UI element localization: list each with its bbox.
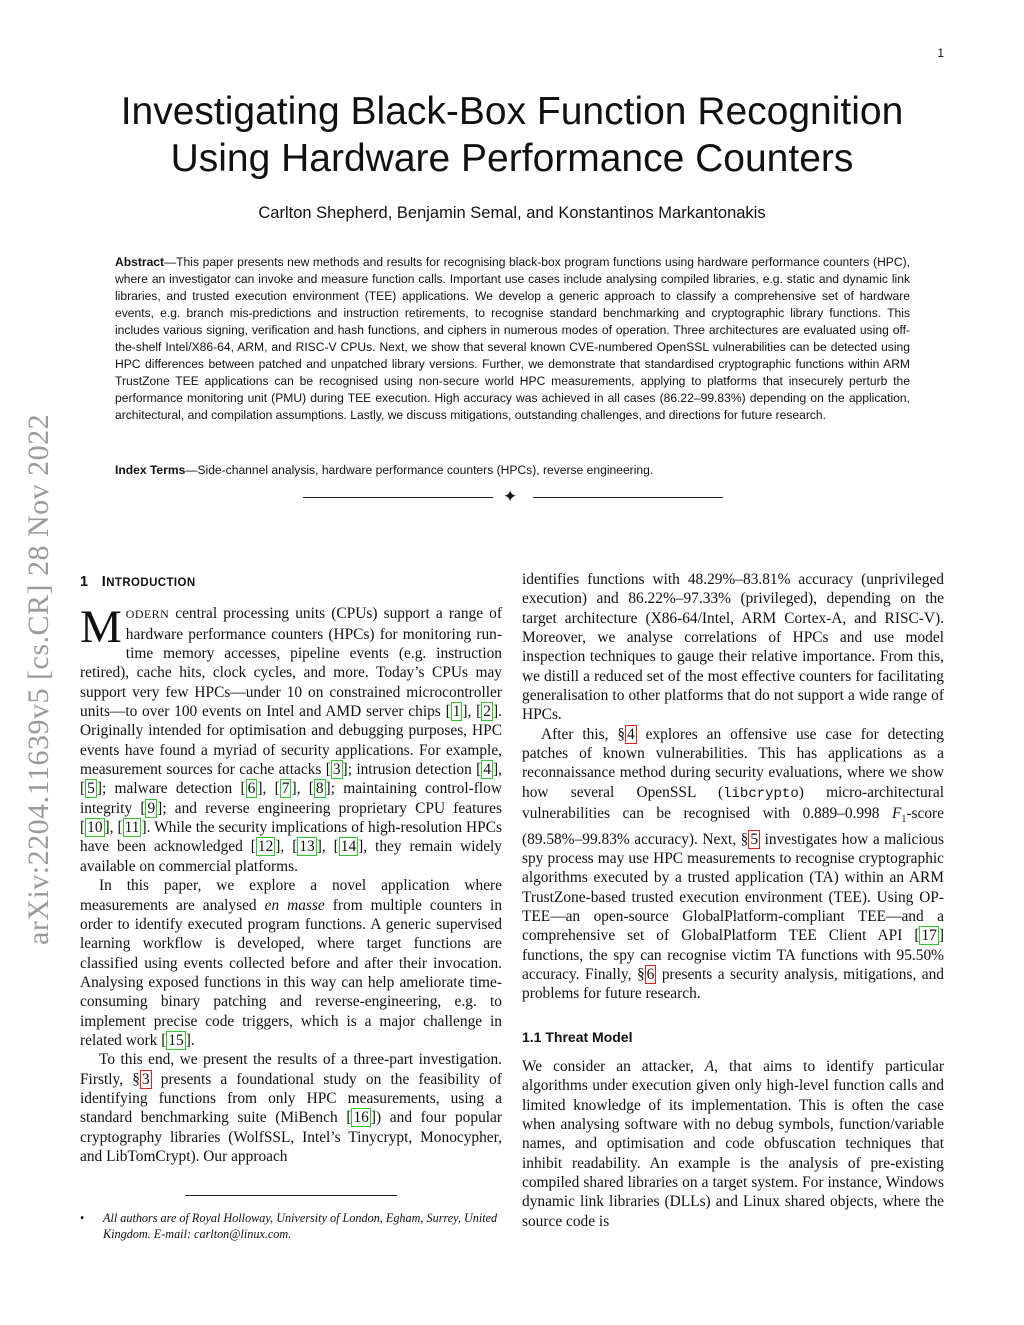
intro-text: ; malware detection	[101, 780, 241, 798]
divider-line-right	[533, 497, 723, 498]
left-column	[80, 570, 502, 1166]
intro-text: -score (89.58%–99.83% accuracy). Next, §	[522, 805, 944, 848]
citation-link[interactable]: 10	[87, 819, 103, 837]
citation-separator: ,	[498, 761, 503, 779]
citation-link[interactable]: 9	[147, 799, 156, 817]
citation-link[interactable]: 2	[483, 703, 491, 721]
citation-link[interactable]: 16	[353, 1109, 369, 1127]
drop-cap-smallcaps: ODERN	[125, 607, 170, 622]
intro-paragraph-5: After this, § 4 explores an offensive use case for detecting patches of known vulnerabilities. This has applications as a reconnaissance method during security evaluations, where we show how several OpenSSL (libcrypto) micro-architectural vulnerabilities can be recognised with 0.889–0.998 $F_1$-score (89.58%–99.83% accuracy). Next, § 5 investigates how a malicious spy process may use HPC measurements to recognise cryptographic algorithms executed by a trusted application (TA) within an ARM TrustZone-based trusted execution environment (TEE). Using OP-TEE—an open-source GlobalPlatform-compliant TEE—and a comprehensive set of GlobalPlatform TEE Client API [ 17 ] functions, the spy can recognise victim TA functions with 95.50% accuracy. Finally, § 6 presents a security analysis, mitigations, and problems for future research.	[522, 725, 945, 1003]
citation-link[interactable]: 17	[921, 927, 937, 945]
intro-paragraph-1: MODERN central processing units (CPUs) support a range of hardware performance counters (HPCs) for monitoring run-time memory accesses, pipeline events (e.g. instruction retired), cache hits, clock cycles, and more. Today’s CPUs may support very few HPCs—under 10 on constrained microcontroller units—to over 100 events on Intel and AMD server chips [ 1 ], [ 2 ]. Originally intended for optimisation and debugging purposes, HPC events have found a myriad of security applications. For example, measurement sources for cache attacks [ 3 ]; intrusion detection [ 4 ], [ 5 ]; malware detection [ 6 ], [ 7 ], [ 8 ]; maintaining control-flow integrity [ 9 ]; and reverse engineering proprietary CPU features [ 10 ], [ 11 ]. While the security implications of high-resolution HPCs have been acknowledged [ 12 ], [ 13 ], [ 14 ], they remain widely available on commercial platforms.	[80, 601, 503, 875]
section-divider	[303, 487, 723, 506]
intro-text: After this, §	[541, 725, 626, 743]
paper-title	[90, 88, 934, 182]
title-line-2: Using Hardware Performance Counters	[170, 137, 854, 180]
intro-text: ; maintaining control-flow integrity	[80, 780, 502, 817]
intro-paragraph-3: To this end, we present the results of a three-part investigation. Firstly, § 3 presents a foundational study on the feasibility of identifying functions from only HPC measurements, using a standard benchmarking suite (MiBench [ 16 ]) and four popular cryptography libraries (WolfSSL, Intel’s Tinycrypt, Monocypher, and LibTomCrypt). Our approach	[80, 1051, 503, 1165]
section-heading-introduction	[80, 573, 502, 593]
section-link[interactable]: 5	[750, 830, 759, 848]
index-terms-text: —Side-channel analysis, hardware performance counters (HPCs), reverse engineering.	[185, 463, 654, 477]
section-link[interactable]: 3	[141, 1070, 150, 1088]
threat-model-text: , that aims to identify particular algorithms under execution given only high-level function calls and limited knowledge of its implementation. This is often the case when analysing software with no debug symbols, function/variable names, and optimisation and code obfuscation techniques that inhibit readability. An example is the analysis of pre-existing compiled shared libraries on a target system. For instance, Windows dynamic link libraries (DLLs) and Linux shared objects, where the source code is	[522, 1057, 944, 1230]
citation-link[interactable]: 5	[87, 780, 95, 798]
intro-text: , they remain widely available on commercial platforms.	[80, 838, 503, 875]
citation-link[interactable]: 12	[257, 838, 274, 856]
drop-cap: M	[80, 601, 122, 654]
citation-link[interactable]: 4	[483, 761, 492, 779]
citation-link[interactable]: 13	[299, 838, 315, 856]
abstract	[115, 254, 910, 424]
math-variable: F	[891, 805, 902, 823]
section-title-initial: I	[101, 574, 107, 590]
code-text: libcrypto	[723, 785, 799, 802]
intro-paragraph-4: identifies functions with 48.29%–83.81% accuracy (unprivileged execution) and 86.22%–97.33% (privileged), depending on the target architecture (X86-64/Intel, ARM Cortex-A, and RISC-V). Moreover, we analyse correlations of HPCs and use model inspection techniques to gauge their relative importance. From this, we distill a reduced set of the most effective counters for facilitating generalisation to other platforms that do not support a wide range of HPCs.	[522, 571, 944, 724]
section-link[interactable]: 6	[646, 965, 655, 983]
citation-link[interactable]: 15	[168, 1031, 184, 1049]
footnote-bullet: •	[80, 1211, 85, 1225]
intro-text: investigates how a malicious spy process may use HPC measurements to recognise cryptographic algorithms executed by a trusted application (TA) within an ARM TrustZone-based trusted execution environment (TEE). Using OP-TEE—an open-source GlobalPlatform-compliant TEE—and a comprehensive set of GlobalPlatform TEE Client API	[522, 830, 945, 945]
intro-text: central processing units (CPUs) support a range of hardware performance counters (HPCs) for monitoring run-time memory accesses, pipeline events (e.g. instruction retired), cache hits, clock cycles, and more. Today’s CPUs may support very few HPCs—under 10 on constrained microcontroller units—to over 100 events on Intel and AMD server chips	[80, 605, 502, 721]
citation-separator: ,	[467, 703, 477, 721]
index-terms-label: Index Terms	[115, 463, 186, 477]
intro-paragraph-2: In this paper, we explore a novel application where measurements are analysed en masse from multiple counters in order to identify executed program functions. A generic supervised learning workflow is developed, where target functions are classified using events collected before and after their invocation. Analysing exposed functions in this way can help ameliorate time-consuming binary patching and reverse-engineering, e.g. to implement precise code triggers, which is a major challenge in related work [ 15 ].	[80, 877, 503, 1049]
intro-text: .	[190, 1031, 195, 1049]
abstract-text: —This paper presents new methods and results for recognising black-box program functions using hardware performance counters (HPC), where an investigator can invoke and measure function calls. Important use cases include analysing compiled libraries, e.g. static and dynamic link libraries, and trusted execution environment (TEE) applications. We develop a generic approach to classify a comprehensive set of hardware events, e.g. branch mis-predictions and instruction retirements, to recognise standard benchmarking and cryptographic library functions. This includes various signing, verification and hash functions, and ciphers in numerous modes of operation. Three architectures are evaluated using off-the-shelf Intel/X86-64, ARM, and RISC-V CPUs. Next, we show that several known CVE-numbered OpenSSL vulnerabilities can be detected using HPC differences between patched and unpatched library versions. Further, we demonstrate that standardised cryptographic functions within ARM TrustZone TEE applications can be recognised using non-secure world HPC measurements, applying to platforms that insecurely perturb the performance monitoring unit (PMU) during TEE execution. High accuracy was achieved in all cases (86.22–99.83%) depending on the application, architectural, and compilation assumptions. Lastly, we discuss mitigations, outstanding challenges, and directions for future research.	[115, 255, 910, 423]
threat-model-paragraph	[522, 1057, 944, 1231]
divider-line-left	[303, 497, 493, 498]
subsection-heading-threat-model: 1.1 Threat Model	[522, 1028, 633, 1045]
math-variable: A	[704, 1057, 715, 1075]
citation-link[interactable]: 14	[340, 838, 357, 856]
citation-link[interactable]: 1	[452, 703, 461, 721]
intro-text: In this paper, we explore a novel application where measurements are analysed	[80, 877, 502, 914]
section-link[interactable]: 4	[627, 725, 635, 743]
section-title-rest: NTRODUCTION	[106, 577, 196, 589]
intro-text: ; intrusion detection	[347, 761, 477, 779]
intro-text: presents a security analysis, mitigations, and problems for future research.	[522, 965, 944, 1003]
arxiv-identifier[interactable]: arXiv:2204.11639v5 [cs.CR] 28 Nov 2022	[22, 413, 55, 945]
title-line-1: Investigating Black-Box Function Recognition	[120, 90, 904, 133]
intro-text: . Originally intended for optimisation and debugging purposes, HPC events have found a myriad of security applications. For example, measurement sources for cache attacks	[80, 703, 502, 779]
citation-link[interactable]: 8	[315, 780, 324, 798]
intro-text: from multiple counters in order to identify executed program functions. A generic supervised learning workflow is developed, where target functions are classified using events collected before and after their invocation. Analysing exposed functions in this way can help ameliorate time-consuming binary patching and reverse-engineering, e.g. to implement precise code triggers, which is a major challenge in related work	[80, 896, 503, 1049]
intro-text: presents a foundational study on the feasibility of identifying functions from only HPC measurements, using a standard benchmarking suite (MiBench	[80, 1070, 502, 1127]
divider-star-icon: ✦	[503, 487, 518, 506]
citation-link[interactable]: 7	[281, 780, 290, 798]
intro-text: . While the security implications of high-resolution HPCs have been acknowledged	[80, 819, 502, 856]
author-list: Carlton Shepherd, Benjamin Semal, and Konstantinos Markantonakis	[258, 204, 766, 222]
intro-text: explores an offensive use case for detecting patches of known vulnerabilities. This has applications as a reconnaissance method during security evaluations, where we show how several OpenSSL (	[522, 725, 945, 801]
abstract-label: Abstract	[115, 255, 165, 269]
section-number: 1	[80, 574, 89, 590]
intro-text: ) and four popular cryptography libraries (WolfSSL, Intel’s Tinycrypt, Monocypher, and LibTomCrypt). Our approach	[80, 1109, 503, 1165]
threat-model-text: We consider an attacker,	[522, 1057, 705, 1075]
intro-text: ; and reverse engineering proprietary CPU features	[162, 799, 502, 817]
citation-link[interactable]: 6	[247, 780, 256, 798]
citation-link[interactable]: 11	[124, 819, 140, 837]
footnote-rule	[185, 1195, 397, 1196]
index-terms	[115, 462, 910, 479]
intro-text: functions, the spy can recognise victim TA functions with 95.50% accuracy. Finally, §	[522, 946, 944, 983]
right-column	[522, 570, 944, 1231]
page-number: 1	[937, 46, 944, 60]
intro-text: ) micro-architectural vulnerabilities can be recognised with 0.889–0.998	[522, 783, 944, 823]
footnote-text: All authors are of Royal Holloway, University of London, Egham, Surrey, United Kingdom. E-mail: carlton@linux.com.	[103, 1211, 498, 1241]
emphasis-text: en masse	[264, 896, 325, 914]
intro-text: To this end, we present the results of a three-part investigation. Firstly, §	[80, 1051, 502, 1088]
citation-link[interactable]: 3	[332, 761, 341, 779]
math-subscript: 1	[901, 814, 907, 826]
footnote	[80, 1210, 502, 1242]
